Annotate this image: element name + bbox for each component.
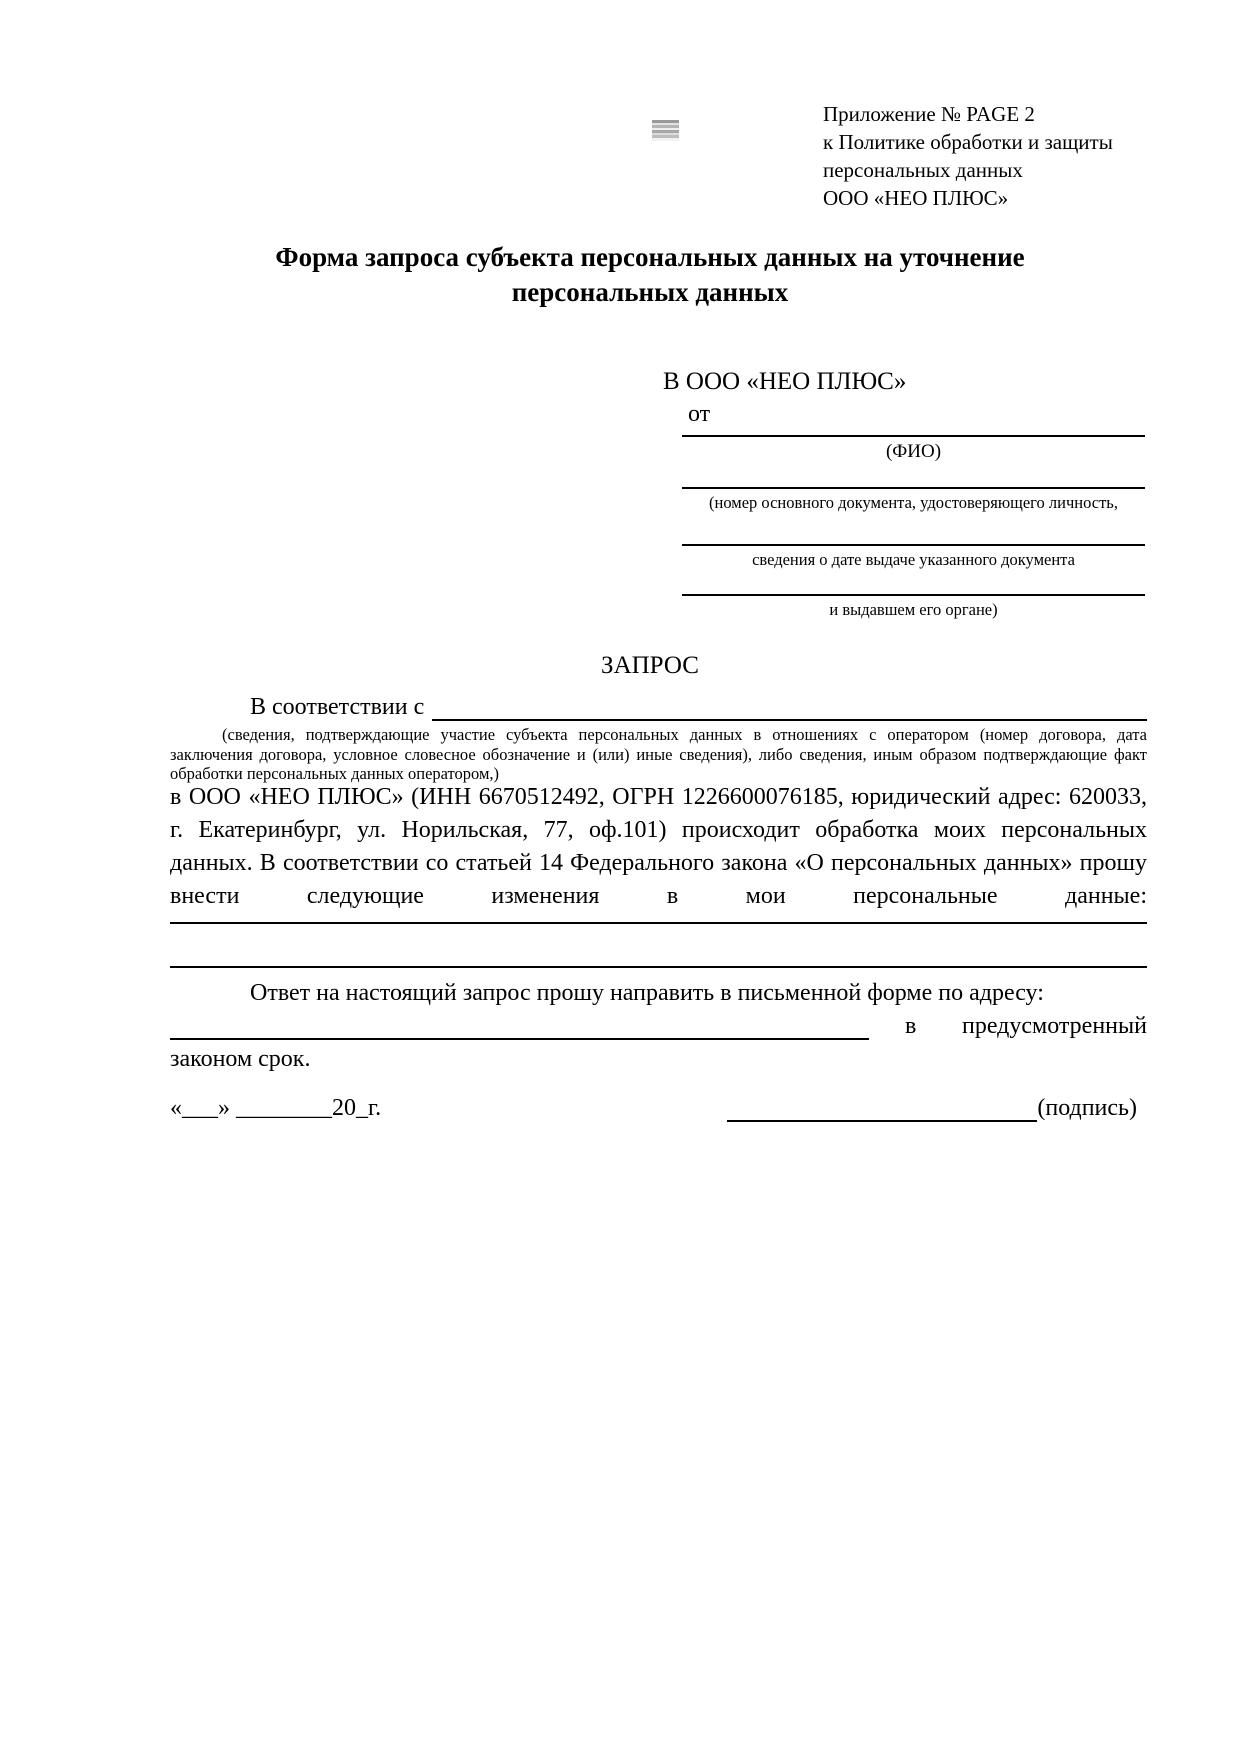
date-signature-row	[170, 1094, 1147, 1122]
fine-print-note: (сведения, подтверждающие участие субъекта персональных данных в отношениях с оператором (номер договора, дата заключения договора, условное словесное обозначение и (или) иные сведения), либо сведения, иным образом подтверждающие факт обработки персональных данных оператором,)	[170, 725, 1147, 783]
body-paragraph: в ООО «НЕО ПЛЮС» (ИНН 6670512492, ОГРН 1226600076185, юридический адрес: 620033, г. Екатеринбург, ул. Норильская, 77, оф.101) происходит обработка моих персональных данных. В соответствии со статьей 14 Федерального закона «О персональных данных» прошу внести следующие изменения в мои персональные данные:	[170, 784, 1147, 909]
appendix-line-3: персональных данных	[823, 158, 1023, 182]
addressee-to: В ООО «НЕО ПЛЮС»	[663, 368, 907, 395]
changes-blank-line-1	[170, 922, 1147, 924]
addressee-from: от	[688, 401, 711, 427]
answer-tail-word-1: в	[905, 1013, 917, 1039]
accordance-row	[170, 694, 1147, 721]
answer-address-row	[170, 1012, 1147, 1040]
appendix-line-2: к Политике обработки и защиты	[823, 130, 1113, 154]
address-blank-line	[170, 1012, 869, 1040]
date-blank-text: «___» ________20_г.	[170, 1095, 382, 1121]
fio-caption: (ФИО)	[885, 441, 942, 462]
issue-date-blank-line	[682, 544, 1145, 546]
appendix-block	[823, 100, 1163, 212]
issue-date-caption: сведения о дате выдаче указанного документа	[752, 550, 1075, 569]
issuing-authority-caption: и выдавшем его органе)	[829, 600, 998, 619]
appendix-line-1: Приложение № PAGE 2	[823, 102, 1035, 126]
changes-blank-line-2	[170, 966, 1147, 968]
document-title-line-1: Форма запроса субъекта персональных данных на уточнение	[275, 242, 1025, 272]
document-title-line-2: персональных данных	[511, 277, 789, 307]
document-number-caption: (номер основного документа, удостоверяющего личность,	[709, 493, 1118, 512]
answer-tail-word-2: предусмотренный	[961, 1013, 1147, 1039]
fio-blank-line	[682, 435, 1145, 437]
accordance-blank-line	[432, 695, 1147, 721]
issuing-authority-blank-line	[682, 594, 1145, 596]
field-code-artifact-icon	[652, 120, 679, 141]
answer-lead: Ответ на настоящий запрос прошу направить в письменной форме по адресу:	[250, 980, 1044, 1006]
request-heading: ЗАПРОС	[601, 652, 699, 679]
appendix-line-4: ООО «НЕО ПЛЮС»	[823, 186, 1009, 210]
document-title	[150, 240, 1150, 310]
document-number-blank-line	[682, 487, 1145, 489]
answer-tail-line-2: законом срок.	[170, 1046, 311, 1072]
signature-blank-line	[727, 1094, 1037, 1122]
accordance-lead: В соответствии с	[250, 694, 425, 720]
signature-caption: (подпись)	[1037, 1095, 1137, 1121]
